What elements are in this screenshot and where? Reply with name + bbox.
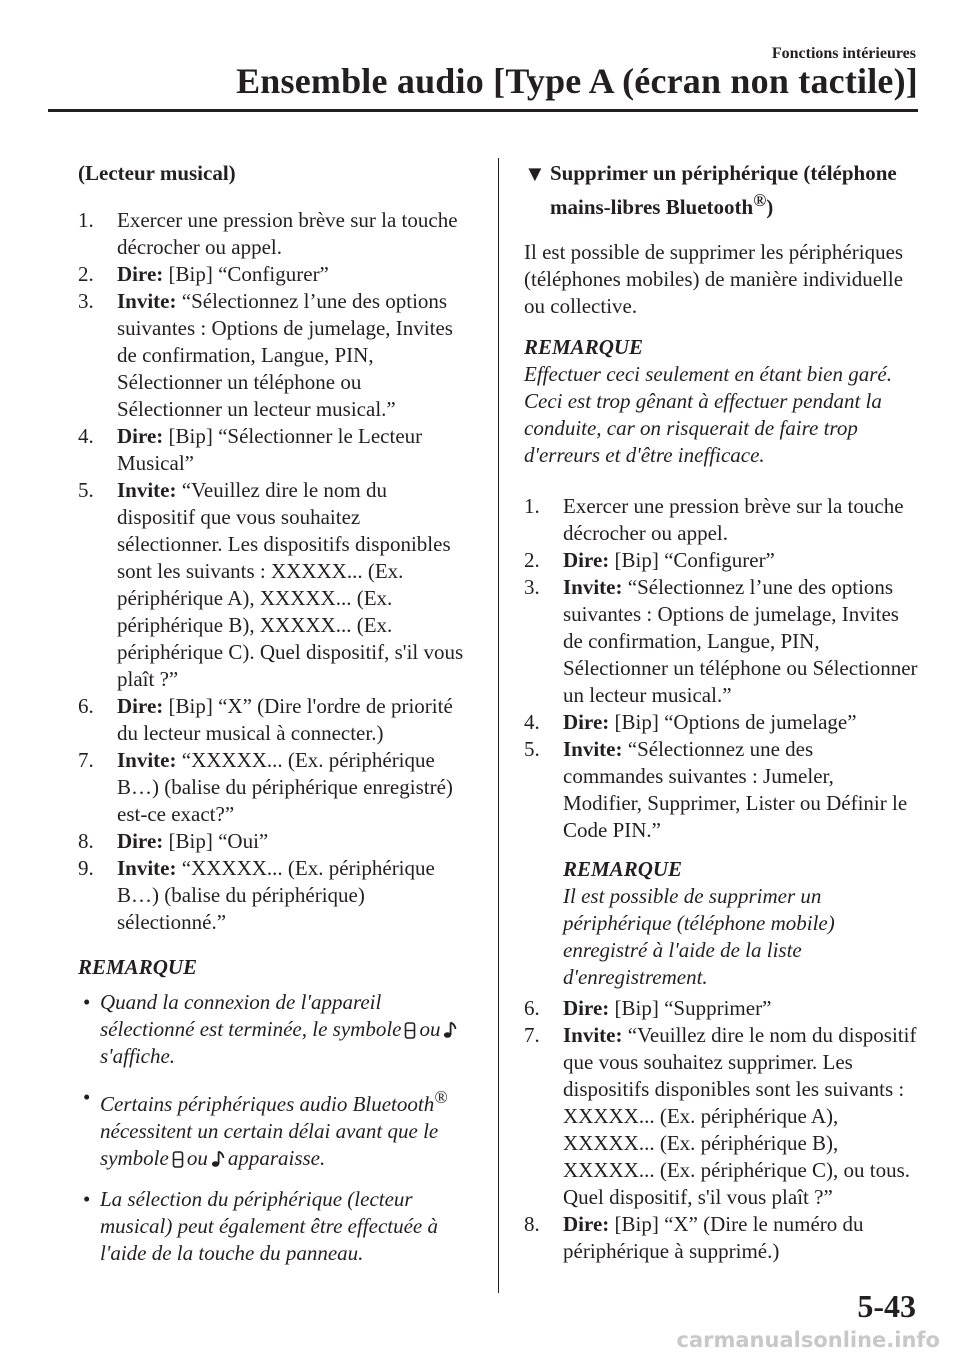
header-rule — [48, 109, 918, 112]
section-heading-text: Supprimer un périphérique (téléphone mains-libres Bluetooth — [550, 161, 897, 219]
step-keyword: Dire: — [563, 996, 610, 1020]
registered-mark: ® — [753, 190, 767, 210]
step-item — [524, 547, 918, 574]
page-title: Ensemble audio [Type A (écran non tactile)] — [236, 61, 918, 101]
bullet-text: apparaisse. — [227, 1146, 326, 1170]
step-number: 1. — [78, 208, 94, 232]
step-item — [524, 1211, 918, 1265]
step-number: 4. — [78, 424, 94, 448]
step-text: “Veuillez dire le nom du dispositif que vous souhaitez sélectionner. Les dispositifs disponibles sont les suivants : XXXXX... (Ex. périphérique A), XXXXX... (Ex. périphérique B), XXXXX... (Ex. périphérique C). Quel dispositif, s'il vous plaît ?” — [117, 478, 464, 691]
step-text: “XXXXX... (Ex. périphérique B…) (balise du périphérique) sélectionné.” — [117, 856, 435, 934]
right-steps — [524, 493, 918, 1265]
step-number: 4. — [524, 710, 540, 734]
bullet-text: ou — [419, 1017, 441, 1041]
note-text: Effectuer ceci seulement en étant bien garé. Ceci est trop gênant à effectuer pendant la conduite, car on risquerait de faire trop d'erreurs et d'être inefficace. — [524, 362, 892, 467]
step-keyword: Dire: — [563, 1212, 610, 1236]
step-number: 7. — [78, 748, 94, 772]
step-number: 5. — [524, 737, 540, 761]
step-keyword: Invite: — [563, 575, 623, 599]
step-keyword: Invite: — [117, 856, 177, 880]
step-text: [Bip] “Sélectionner le Lecteur Musical” — [117, 424, 423, 475]
step-text: [Bip] “Configurer” — [614, 548, 775, 572]
bullet-text: La sélection du périphérique (lecteur musical) peut également être effectuée à l'aide de la touche du panneau. — [100, 1187, 438, 1265]
step-number: 3. — [524, 575, 540, 599]
step-text: [Bip] “Options de jumelage” — [614, 710, 857, 734]
note-bullet — [78, 989, 470, 1070]
page-number: 5-43 — [857, 1288, 916, 1324]
step-keyword: Dire: — [117, 424, 164, 448]
bullet-text: Quand la connexion de l'appareil sélectionné est terminée, le symbole — [100, 990, 402, 1041]
step-keyword: Invite: — [117, 289, 177, 313]
step-text: [Bip] “Configurer” — [168, 262, 329, 286]
music-note-icon — [443, 1021, 457, 1039]
step-item — [78, 261, 470, 288]
step-keyword: Dire: — [563, 548, 610, 572]
bullet-dot: • — [83, 1187, 91, 1211]
step-keyword: Invite: — [117, 478, 177, 502]
step-text: “Sélectionnez l’une des options suivantes : Options de jumelage, Invites de confirmation, Langue, PIN, Sélectionner un téléphone ou Sélectionner un lecteur musical.” — [117, 289, 453, 421]
inner-note-label: REMARQUE — [563, 857, 683, 881]
step-text: Exercer une pression brève sur la touche décrocher ou appel. — [117, 208, 458, 259]
step-item — [78, 207, 470, 261]
step-text: [Bip] “X” (Dire l'ordre de priorité du lecteur musical à connecter.) — [117, 694, 453, 745]
right-column — [524, 160, 918, 1265]
registered-mark: ® — [434, 1087, 448, 1107]
left-column — [78, 160, 470, 1281]
step-item — [78, 477, 470, 693]
step-number: 1. — [524, 494, 540, 518]
bullet-text: s'affiche. — [100, 1044, 176, 1068]
intro-paragraph: Il est possible de supprimer les périphériques (téléphones mobiles) de manière individuelle ou collective. — [524, 240, 904, 318]
note-bullet — [78, 1186, 470, 1267]
step-keyword: Dire: — [117, 829, 164, 853]
step-number: 3. — [78, 289, 94, 313]
step-number: 8. — [78, 829, 94, 853]
phone-icon — [172, 1151, 184, 1168]
step-text: Exercer une pression brève sur la touche décrocher ou appel. — [563, 494, 904, 545]
step-item — [524, 736, 918, 991]
step-item — [524, 995, 918, 1022]
phone-icon — [404, 1022, 416, 1039]
step-text: “Sélectionnez l’une des options suivantes : Options de jumelage, Invites de confirmation, Langue, PIN, Sélectionner un téléphone ou Sélectionner un lecteur musical.” — [563, 575, 918, 707]
step-item — [78, 747, 470, 828]
step-item — [78, 855, 470, 936]
step-number: 6. — [524, 996, 540, 1020]
step-number: 2. — [524, 548, 540, 572]
step-keyword: Dire: — [117, 262, 164, 286]
step-keyword: Invite: — [117, 748, 177, 772]
note-bullet — [78, 1084, 470, 1172]
step-item — [78, 288, 470, 423]
step-item — [524, 709, 918, 736]
step-text: “Sélectionnez une des commandes suivantes : Jumeler, Modifier, Supprimer, Lister ou Définir le Code PIN.” — [563, 737, 908, 842]
step-keyword: Dire: — [563, 710, 610, 734]
step-item — [78, 693, 470, 747]
step-item — [524, 574, 918, 709]
step-keyword: Dire: — [117, 694, 164, 718]
section-heading-close: ) — [766, 195, 774, 219]
music-note-icon — [211, 1150, 225, 1168]
step-item — [78, 423, 470, 477]
inner-note-text: Il est possible de supprimer un périphérique (téléphone mobile) enregistré à l'aide de la liste d'enregistrement. — [563, 884, 835, 989]
step-number: 6. — [78, 694, 94, 718]
triangle-down-icon: ▼ — [524, 161, 546, 186]
bullet-dot: • — [83, 990, 91, 1014]
step-number: 8. — [524, 1212, 540, 1236]
step-number: 7. — [524, 1023, 540, 1047]
subheading: (Lecteur musical) — [78, 161, 236, 185]
step-number: 5. — [78, 478, 94, 502]
left-steps — [78, 207, 470, 936]
watermark[interactable]: carmanualsonline.info — [676, 1328, 940, 1352]
step-text: [Bip] “X” (Dire le numéro du périphérique à supprimé.) — [563, 1212, 864, 1263]
step-text: “Veuillez dire le nom du dispositif que vous souhaitez supprimer. Les dispositifs disponibles sont les suivants : XXXXX... (Ex. périphérique A), XXXXX... (Ex. périphérique B), XXXXX... (Ex. périphérique C), ou tous. Quel dispositif, s'il vous plaît ?” — [563, 1023, 917, 1209]
step-text: [Bip] “Supprimer” — [614, 996, 772, 1020]
step-item — [524, 1022, 918, 1211]
bullet-text: Certains périphériques audio Bluetooth — [100, 1092, 435, 1116]
note-label: REMARQUE — [524, 335, 644, 359]
bullet-text: ou — [186, 1146, 208, 1170]
bullet-text: nécessitent un certain délai avant que le symbole — [100, 1119, 439, 1170]
section-label: Fonctions intérieures — [771, 45, 916, 62]
step-text: “XXXXX... (Ex. périphérique B…) (balise du périphérique enregistré) est-ce exact?” — [117, 748, 453, 826]
inner-note — [563, 856, 918, 991]
step-item — [524, 493, 918, 547]
bullet-dot: • — [83, 1085, 91, 1109]
step-keyword: Invite: — [563, 737, 623, 761]
note-label: REMARQUE — [78, 955, 198, 979]
step-number: 9. — [78, 856, 94, 880]
step-text: [Bip] “Oui” — [168, 829, 269, 853]
note-bullets — [78, 989, 470, 1267]
column-divider — [498, 158, 499, 1293]
step-keyword: Invite: — [563, 1023, 623, 1047]
step-item — [78, 828, 470, 855]
section-heading — [524, 160, 918, 221]
step-number: 2. — [78, 262, 94, 286]
